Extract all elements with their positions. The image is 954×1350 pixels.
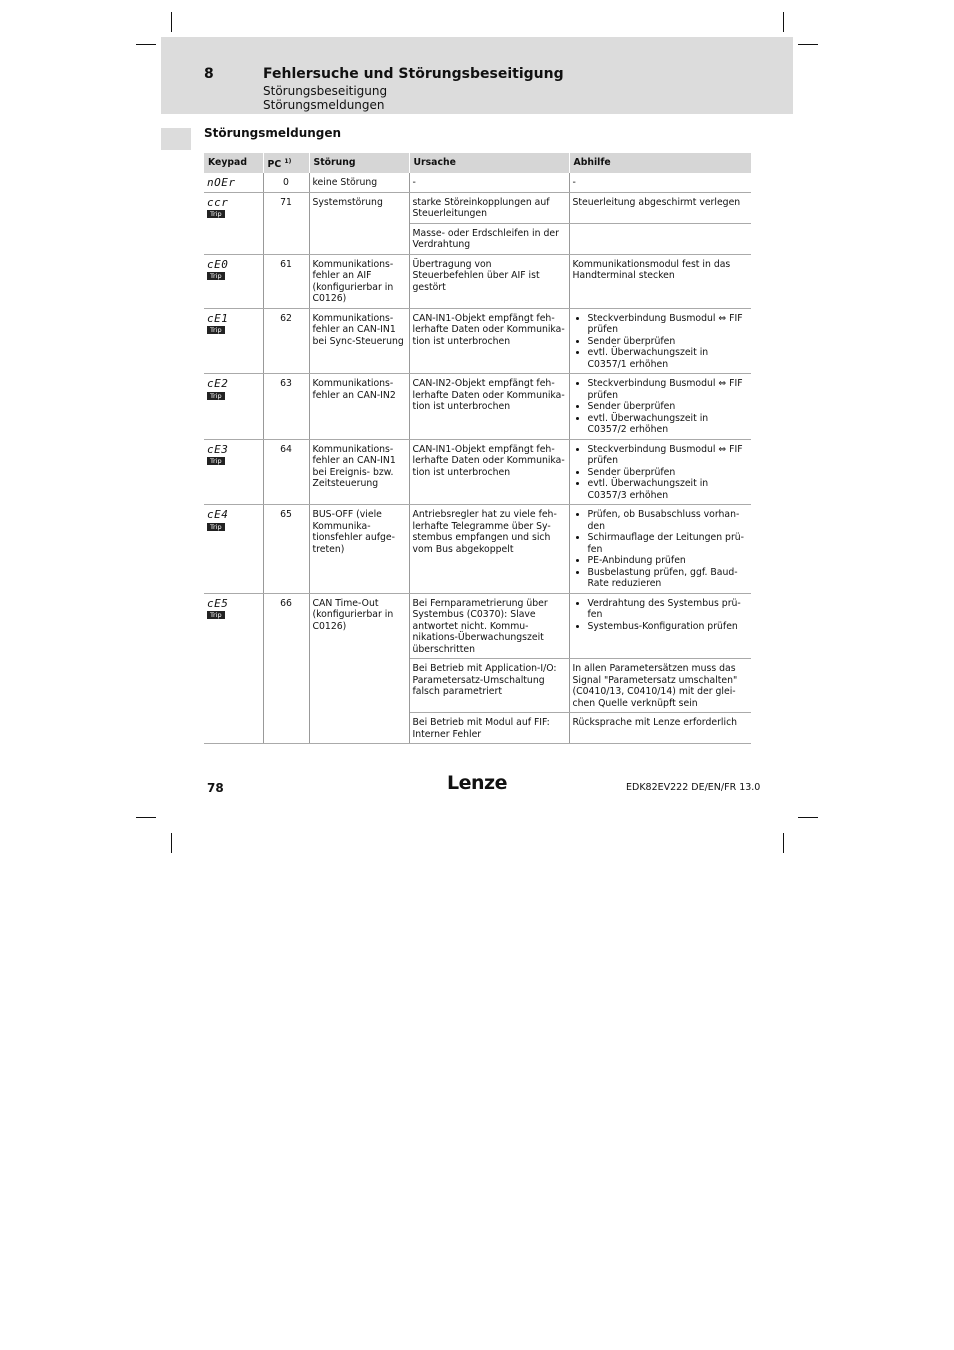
- list-item: • Steckverbindung Busmodul ⇔ FIF prüfen: [588, 313, 749, 336]
- trip-badge: Trip: [207, 457, 225, 465]
- keypad-code: cE3: [207, 442, 229, 456]
- table-row: [204, 308, 751, 374]
- ursache-cell: Übertragung von Steuerbefehlen über AIF ist gestört: [409, 254, 569, 308]
- list-item: • Verdrahtung des Systembus prü-fen: [588, 598, 749, 621]
- list-item: • evtl. Überwachungszeit in C0357/3 erhöhen: [588, 478, 749, 501]
- chapter-subtitle: Störungsbeseitigung: [263, 84, 388, 98]
- ursache-cell: starke Störeinkopplungen auf Steuerleitungen: [409, 192, 569, 223]
- keypad-cell: [204, 173, 263, 192]
- keypad-code: cE5: [207, 596, 229, 610]
- keypad-cell: [204, 192, 263, 254]
- abhilfe-cell: [569, 308, 751, 374]
- ursache-cell: Bei Betrieb mit Application-I/O: Parametersatz-Umschaltung falsch parametriert: [409, 659, 569, 713]
- section-title: Störungsmeldungen: [204, 126, 342, 140]
- stoerung-cell: keine Störung: [309, 173, 409, 192]
- ursache-cell: CAN-IN1-Objekt empfängt feh-lerhafte Daten oder Kommunika-tion ist unterbrochen: [409, 308, 569, 374]
- keypad-cell: [204, 505, 263, 594]
- stoerung-cell: BUS-OFF (viele Kommunika-tionsfehler aufge-treten): [309, 505, 409, 594]
- trip-badge: Trip: [207, 523, 225, 531]
- list-item: • Systembus-Konfiguration prüfen: [588, 621, 749, 633]
- pc-cell: 61: [263, 254, 309, 308]
- abhilfe-cell: [569, 593, 751, 659]
- crop-mark: [171, 833, 172, 853]
- abhilfe-cell: Steuerleitung abgeschirmt verlegen: [569, 192, 751, 223]
- keypad-cell: [204, 593, 263, 744]
- header-keypad: Keypad: [204, 153, 263, 173]
- crop-mark: [798, 44, 818, 45]
- crop-mark: [783, 12, 784, 32]
- ursache-cell: Antriebsregler hat zu viele feh-lerhafte Telegramme über Sy-stembus empfangen und sich vom Bus abgekoppelt: [409, 505, 569, 594]
- abhilfe-cell: -: [569, 173, 751, 192]
- pc-cell: 0: [263, 173, 309, 192]
- list-item: • PE-Anbindung prüfen: [588, 555, 749, 567]
- fault-table: [204, 153, 751, 744]
- header-ursache: Ursache: [409, 153, 569, 173]
- stoerung-cell: Kommunikations-fehler an CAN-IN2: [309, 374, 409, 440]
- document-reference: EDK82EV222 DE/EN/FR 13.0: [626, 782, 761, 793]
- abhilfe-cell: [569, 223, 751, 254]
- pc-cell: 63: [263, 374, 309, 440]
- stoerung-cell: Kommunikations-fehler an CAN-IN1 bei Sync-Steuerung: [309, 308, 409, 374]
- list-item: • Prüfen, ob Busabschluss vorhan-den: [588, 509, 749, 532]
- list-item: • evtl. Überwachungszeit in C0357/2 erhöhen: [588, 413, 749, 436]
- abhilfe-cell: [569, 374, 751, 440]
- keypad-code: cE4: [207, 508, 229, 521]
- table-row: [204, 173, 751, 192]
- header-abhilfe: Abhilfe: [569, 153, 751, 173]
- pc-cell: 65: [263, 505, 309, 594]
- chapter-subtitle: Störungsmeldungen: [263, 98, 385, 112]
- list-item: • Steckverbindung Busmodul ⇔ FIF prüfen: [588, 378, 749, 401]
- table-row: [204, 505, 751, 594]
- header-stoerung: Störung: [309, 153, 409, 173]
- table-row: [204, 254, 751, 308]
- ursache-cell: Bei Fernparametrierung über Systembus (C0370): Slave antwortet nicht. Kommu-nikations-Überwachungszeit überschritten: [409, 593, 569, 659]
- keypad-code: nOEr: [207, 176, 236, 189]
- page-number: 78: [207, 781, 224, 795]
- list-item: • Sender überprüfen: [588, 467, 749, 479]
- list-item: • Sender überprüfen: [588, 336, 749, 348]
- pc-cell: 66: [263, 593, 309, 744]
- keypad-code: cE1: [207, 311, 229, 325]
- list-item: • Schirmauflage der Leitungen prü-fen: [588, 532, 749, 555]
- chapter-number: 8: [204, 66, 214, 82]
- keypad-cell: [204, 374, 263, 440]
- pc-cell: 62: [263, 308, 309, 374]
- table-row: [204, 439, 751, 505]
- pc-cell: 64: [263, 439, 309, 505]
- list-item: • Sender überprüfen: [588, 401, 749, 413]
- list-item: • Busbelastung prüfen, ggf. Baud-Rate reduzieren: [588, 567, 749, 590]
- stoerung-cell: CAN Time-Out (konfigurierbar in C0126): [309, 593, 409, 744]
- crop-mark: [136, 44, 156, 45]
- ursache-cell: Bei Betrieb mit Modul auf FIF: Interner Fehler: [409, 713, 569, 744]
- side-marker: [161, 128, 191, 150]
- trip-badge: Trip: [207, 326, 225, 334]
- trip-badge: Trip: [207, 272, 225, 280]
- stoerung-cell: Kommunikations-fehler an AIF (konfigurierbar in C0126): [309, 254, 409, 308]
- crop-mark: [783, 833, 784, 853]
- list-item: • Steckverbindung Busmodul ⇔ FIF prüfen: [588, 444, 749, 467]
- abhilfe-cell: Kommunikationsmodul fest in das Handterminal stecken: [569, 254, 751, 308]
- stoerung-cell: Systemstörung: [309, 192, 409, 254]
- ursache-cell: CAN-IN1-Objekt empfängt feh-lerhafte Daten oder Kommunika-tion ist unterbrochen: [409, 439, 569, 505]
- abhilfe-cell: [569, 505, 751, 594]
- crop-mark: [136, 817, 156, 818]
- trip-badge: Trip: [207, 611, 225, 619]
- crop-mark: [798, 817, 818, 818]
- pc-cell: 71: [263, 192, 309, 254]
- keypad-code: ccr: [207, 195, 229, 209]
- lenze-logo: Lenze: [447, 772, 507, 794]
- ursache-cell: Masse- oder Erdschleifen in der Verdrahtung: [409, 223, 569, 254]
- abhilfe-cell: [569, 439, 751, 505]
- ursache-cell: -: [409, 173, 569, 192]
- trip-badge: Trip: [207, 210, 225, 218]
- stoerung-cell: Kommunikations-fehler an CAN-IN1 bei Ereignis- bzw. Zeitsteuerung: [309, 439, 409, 505]
- table-row: [204, 593, 751, 659]
- table-row: [204, 192, 751, 223]
- keypad-cell: [204, 254, 263, 308]
- table-header-row: [204, 153, 751, 173]
- abhilfe-cell: Rücksprache mit Lenze erforderlich: [569, 713, 751, 744]
- list-item: • evtl. Überwachungszeit in C0357/1 erhöhen: [588, 347, 749, 370]
- abhilfe-cell: In allen Parametersätzen muss das Signal "Parametersatz umschalten" (C0410/13, C0410/14) mit der glei-chen Quelle verknüpft sein: [569, 659, 751, 713]
- header-pc: PC $^{1)}$: [263, 153, 309, 173]
- keypad-cell: [204, 439, 263, 505]
- table-row: [204, 374, 751, 440]
- keypad-code: cE0: [207, 257, 229, 271]
- ursache-cell: CAN-IN2-Objekt empfängt feh-lerhafte Daten oder Kommunika-tion ist unterbrochen: [409, 374, 569, 440]
- keypad-cell: [204, 308, 263, 374]
- keypad-code: cE2: [207, 377, 229, 390]
- crop-mark: [171, 12, 172, 32]
- trip-badge: Trip: [207, 392, 225, 400]
- chapter-title: Fehlersuche und Störungsbeseitigung: [263, 66, 564, 82]
